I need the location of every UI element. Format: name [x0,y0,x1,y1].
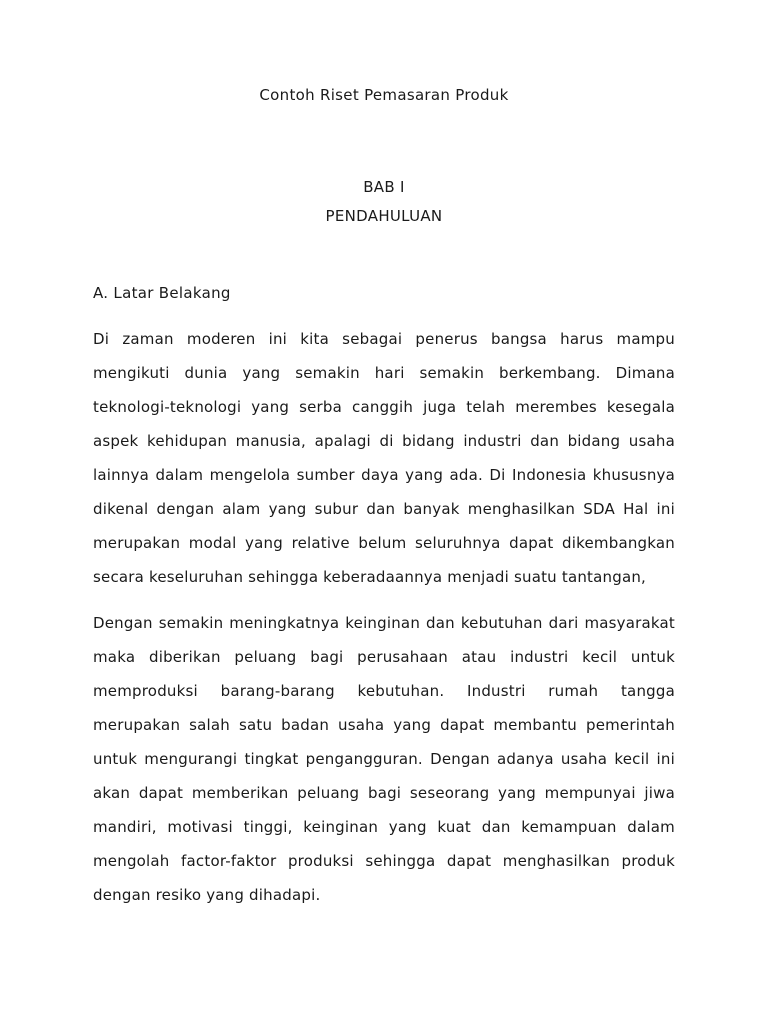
body-paragraph: Di zaman moderen ini kita sebagai penerus bangsa harus mampu mengikuti dunia yang semakin hari semakin berkembang. Dimana teknologi-teknologi yang serba canggih juga telah merembes kesegala aspek kehidupan manusia, apalagi di bidang industri dan bidang usaha lainnya dalam mengelola sumber daya yang ada. Di Indonesia khususnya dikenal dengan alam yang subur dan banyak menghasilkan SDA Hal ini merupakan modal yang relative belum seluruhnya dapat dikembangkan secara keseluruhan sehingga keberadaannya menjadi suatu tantangan, [93,330,675,586]
document-title: Contoh Riset Pemasaran Produk [259,86,509,104]
section-heading: A. Latar Belakang [93,284,231,302]
body-paragraph: Dengan semakin meningkatnya keinginan dan kebutuhan dari masyarakat maka diberikan peluang bagi perusahaan atau industri kecil untuk memproduksi barang-barang kebutuhan. Industri rumah tangga merupakan salah satu badan usaha yang dapat membantu pemerintah untuk mengurangi tingkat pengangguran. Dengan adanya usaha kecil ini akan dapat memberikan peluang bagi seseorang yang mempunyai jiwa mandiri, motivasi tinggi, keinginan yang kuat dan kemampuan dalam mengolah factor-faktor produksi sehingga dapat menghasilkan produk dengan resiko yang dihadapi. [93,614,675,904]
chapter-title: PENDAHULUAN [325,207,443,225]
chapter-number: BAB I [363,178,405,196]
